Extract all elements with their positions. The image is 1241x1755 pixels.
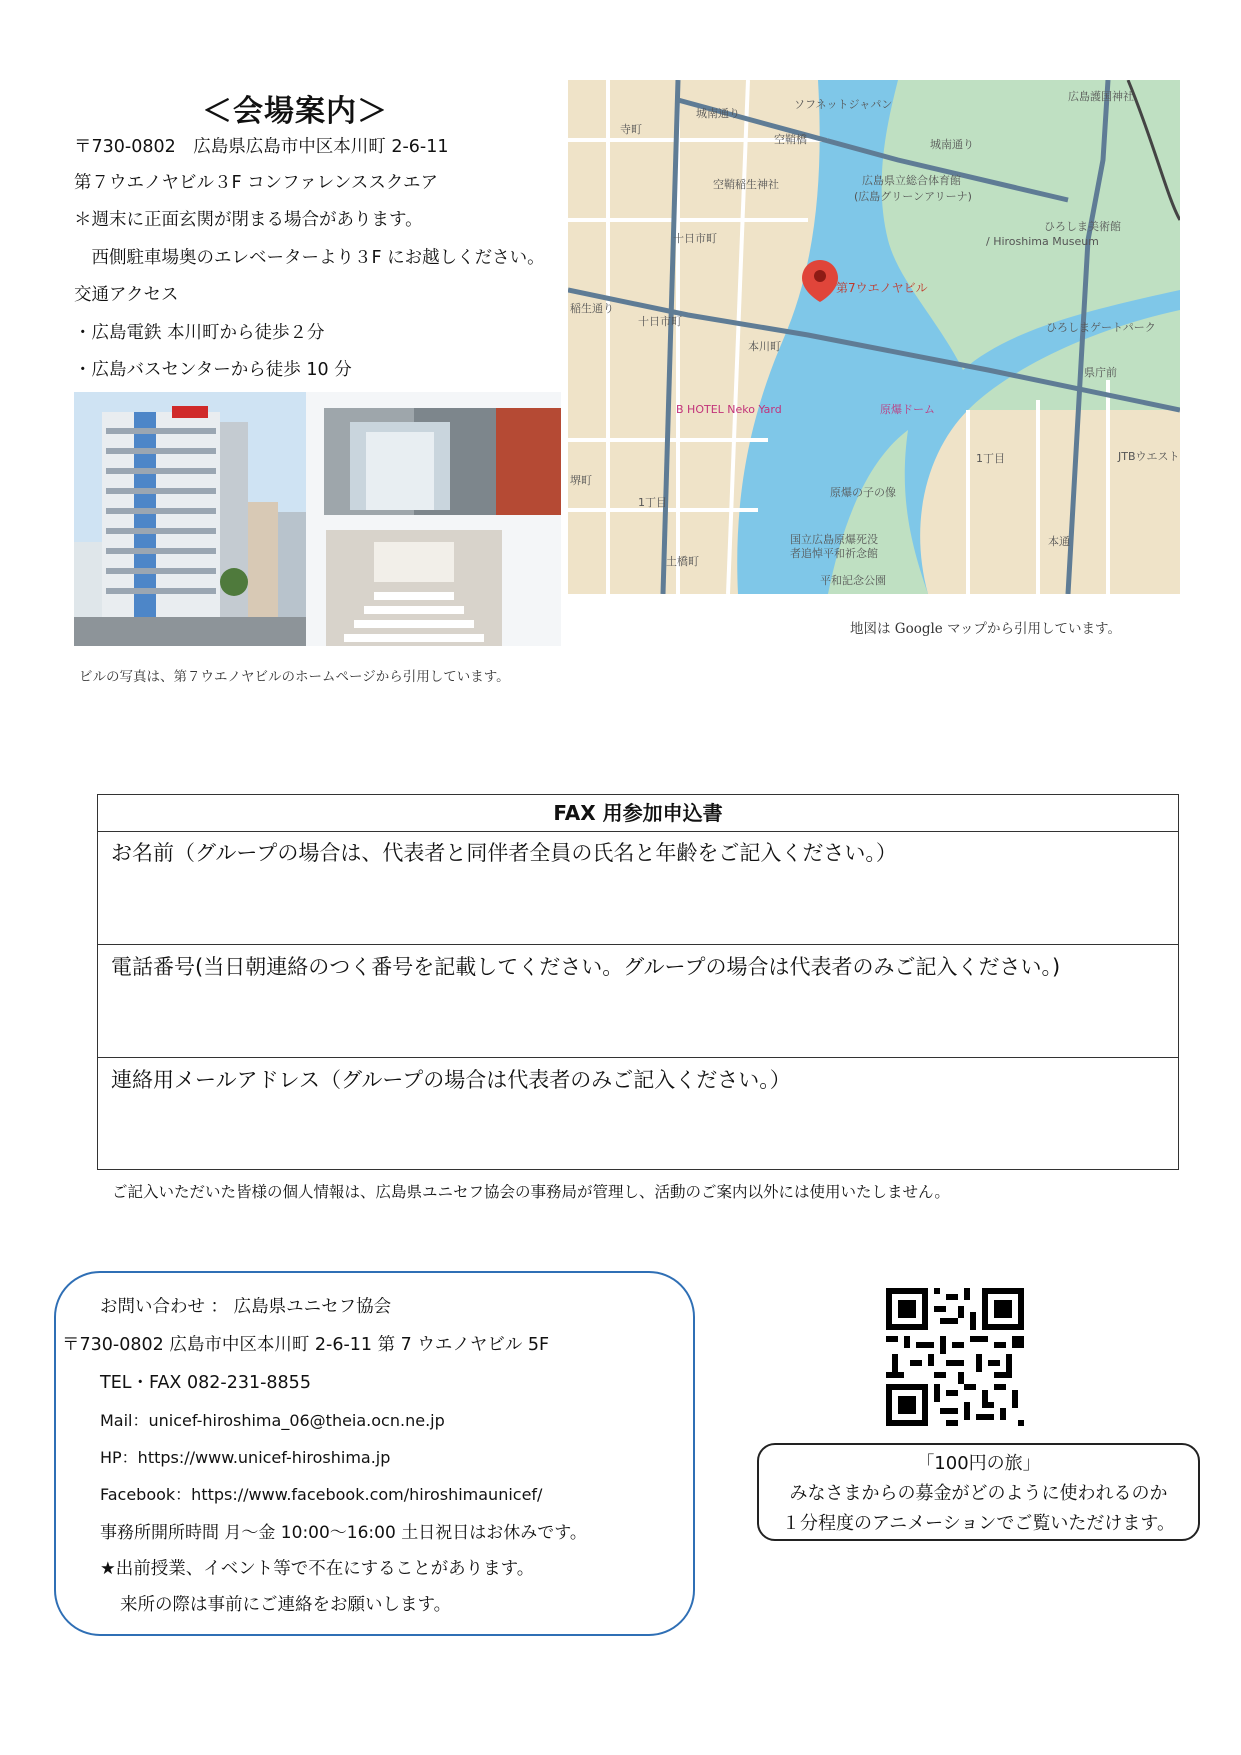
- svg-text:原爆の子の像: 原爆の子の像: [830, 486, 896, 499]
- building-exterior-photo: [74, 392, 561, 646]
- venue-map: [568, 80, 1180, 594]
- qr-description-box: [757, 1443, 1200, 1541]
- access-heading: 交通アクセス: [74, 285, 179, 305]
- svg-text:JTBウエスト: JTBウエスト: [1118, 450, 1180, 463]
- venue-weekend-note: ＊週末に正面玄関が閉まる場合があります。: [74, 210, 423, 230]
- contact-heading: お問い合わせ ： 広島県ユニセフ協会: [100, 1297, 392, 1317]
- svg-text:平和記念公園: 平和記念公園: [820, 574, 886, 587]
- form-row-email[interactable]: [98, 1058, 1178, 1168]
- svg-text:者追悼平和祈念館: 者追悼平和祈念館: [790, 547, 878, 560]
- form-row-email-label: 連絡用メールアドレス（グループの場合は代表者のみご記入ください。）: [111, 1068, 791, 1092]
- svg-text:B HOTEL Neko Yard: B HOTEL Neko Yard: [676, 403, 782, 416]
- contact-box: [54, 1271, 695, 1636]
- contact-mail[interactable]: Mail：unicef-hiroshima_06@theia.ocn.ne.jp: [100, 1411, 445, 1430]
- svg-text:広島護国神社: 広島護国神社: [1068, 90, 1134, 103]
- svg-text:1丁目: 1丁目: [638, 496, 667, 509]
- form-row-phone[interactable]: [98, 945, 1178, 1058]
- svg-text:(広島グリーンアリーナ): (広島グリーンアリーナ): [854, 190, 972, 203]
- fax-application-form: [97, 794, 1179, 1170]
- qr-code[interactable]: [886, 1288, 1024, 1426]
- svg-text:広島県立総合体育館: 広島県立総合体育館: [862, 174, 961, 187]
- map-caption: 地図は Google マップから引用しています。: [850, 621, 1121, 637]
- absence-note: ★出前授業、イベント等で不在にすることがあります。: [100, 1559, 535, 1579]
- svg-text:原爆ドーム: 原爆ドーム: [880, 403, 935, 416]
- contact-tel-fax: TEL・FAX 082-231-8855: [100, 1373, 311, 1393]
- form-row-name-label: お名前（グループの場合は、代表者と同伴者全員の氏名と年齢をご記入ください。）: [111, 841, 897, 865]
- svg-text:国立広島原爆死没: 国立広島原爆死没: [790, 533, 878, 546]
- svg-text:空鞘稲生神社: 空鞘稲生神社: [713, 178, 779, 191]
- venue-title: ＜会場案内＞: [202, 94, 388, 129]
- qr-title: 「100円の旅」: [916, 1453, 1041, 1474]
- svg-text:本通: 本通: [1048, 535, 1070, 548]
- venue-building: 第７ウエノヤビル３F コンファレンススクエア: [74, 173, 438, 193]
- svg-text:城南通り: 城南通り: [696, 107, 740, 120]
- venue-elevator-note: 西側駐車場奥のエレベーターより３F にお越しください。: [74, 248, 545, 268]
- svg-text:/ Hiroshima Museum: / Hiroshima Museum: [986, 235, 1099, 248]
- svg-text:十日市町: 十日市町: [638, 315, 682, 328]
- svg-text:土橋町: 土橋町: [666, 555, 699, 568]
- svg-text:空鞘橋: 空鞘橋: [774, 133, 807, 146]
- svg-text:寺町: 寺町: [620, 123, 642, 136]
- building-photos: [74, 392, 561, 646]
- svg-text:ひろしま美術館: ひろしま美術館: [1044, 220, 1121, 233]
- contact-homepage-link[interactable]: HP：https://www.unicef-hiroshima.jp: [100, 1448, 391, 1467]
- qr-description-line2: １分程度のアニメーションでご覧いただけます。: [782, 1513, 1175, 1534]
- svg-text:十日市町: 十日市町: [673, 232, 717, 245]
- office-hours: 事務所開所時間 月～金 10:00～16:00 土日祝日はお休みです。: [100, 1523, 587, 1543]
- venue-address: 〒730-0802 広島県広島市中区本川町 2-6-11: [74, 137, 449, 157]
- svg-text:稲生通り: 稲生通り: [570, 302, 614, 315]
- form-row-name[interactable]: [98, 831, 1178, 945]
- qr-code-icon: [886, 1288, 1024, 1426]
- svg-text:第7ウエノヤビル: 第7ウエノヤビル: [836, 281, 928, 295]
- svg-text:城南通り: 城南通り: [930, 138, 974, 151]
- photo-caption: ビルの写真は、第７ウエノヤビルのホームページから引用しています。: [79, 669, 510, 685]
- contact-facebook-link[interactable]: Facebook：https://www.facebook.com/hiroshimaunicef/: [100, 1485, 543, 1504]
- qr-description-line1: みなさまからの募金がどのように使われるのか: [789, 1483, 1168, 1504]
- contact-address: 〒730-0802 広島市中区本川町 2-6-11 第 7 ウエノヤビル 5F: [62, 1335, 550, 1355]
- svg-text:ひろしまゲートパーク: ひろしまゲートパーク: [1046, 321, 1156, 334]
- map-graphic: [568, 80, 1180, 594]
- form-row-phone-label: 電話番号(当日朝連絡のつく番号を記載してください。グループの場合は代表者のみご記入ください。): [111, 955, 1061, 979]
- svg-text:堺町: 堺町: [570, 474, 592, 487]
- svg-text:1丁目: 1丁目: [976, 452, 1005, 465]
- access-tram: ・広島電鉄 本川町から徒歩２分: [74, 323, 325, 343]
- svg-text:本川町: 本川町: [748, 340, 781, 353]
- svg-text:県庁前: 県庁前: [1084, 366, 1117, 379]
- privacy-note: ご記入いただいた皆様の個人情報は、広島県ユニセフ協会の事務局が管理し、活動のご案内以外には使用いたしません。: [112, 1183, 950, 1201]
- form-title: FAX 用参加申込書: [98, 795, 1178, 832]
- visit-note: 来所の際は事前にご連絡をお願いします。: [120, 1595, 452, 1615]
- access-bus: ・広島バスセンターから徒歩 10 分: [74, 360, 352, 380]
- svg-text:ソフネットジャパン: ソフネットジャパン: [794, 98, 893, 111]
